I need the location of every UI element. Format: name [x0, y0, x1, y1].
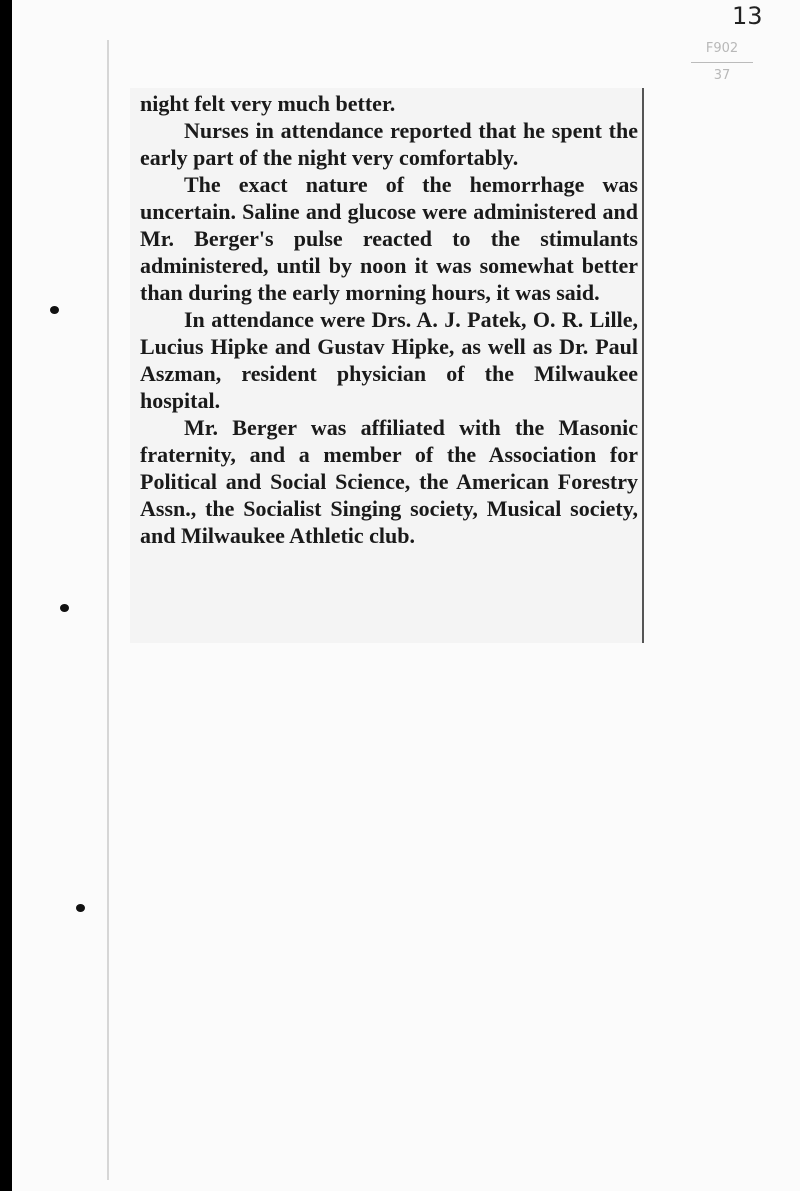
article-paragraph: In attendance were Drs. A. J. Patek, O. R. Lille, Lucius Hipke and Gustav Hipke, as well as Dr. Paul Aszman, resident physician of the Milwaukee hospital.: [140, 307, 638, 413]
page-number: 13: [732, 2, 763, 30]
archive-note: [687, 38, 757, 87]
punch-hole-middle: [60, 604, 69, 612]
article-paragraph: Mr. Berger was affiliated with the Masonic fraternity, and a member of the Association for Political and Social Science, the American Forestry Assn., the Socialist Singing society, Musical society, and Milwaukee Athletic club.: [140, 415, 638, 548]
archive-note-line2: 37: [713, 68, 731, 83]
archive-note-rule: [691, 62, 753, 63]
punch-hole-bottom: [76, 904, 85, 912]
newspaper-clipping: [130, 88, 644, 643]
article-paragraph: Nurses in attendance reported that he spent the early part of the night very comfortably.: [140, 118, 638, 170]
fold-line: [107, 40, 109, 1180]
scanned-page: [12, 0, 800, 1191]
article-paragraph: The exact nature of the hemorrhage was uncertain. Saline and glucose were administered and Mr. Berger's pulse reacted to the stimulants administered, until by noon it was somewhat better than during the early morning hours, it was said.: [140, 172, 638, 305]
punch-hole-top: [50, 306, 59, 314]
archive-note-line1: F902: [705, 41, 739, 56]
article-paragraph: night felt very much better.: [140, 91, 396, 116]
article-text: [140, 90, 638, 549]
